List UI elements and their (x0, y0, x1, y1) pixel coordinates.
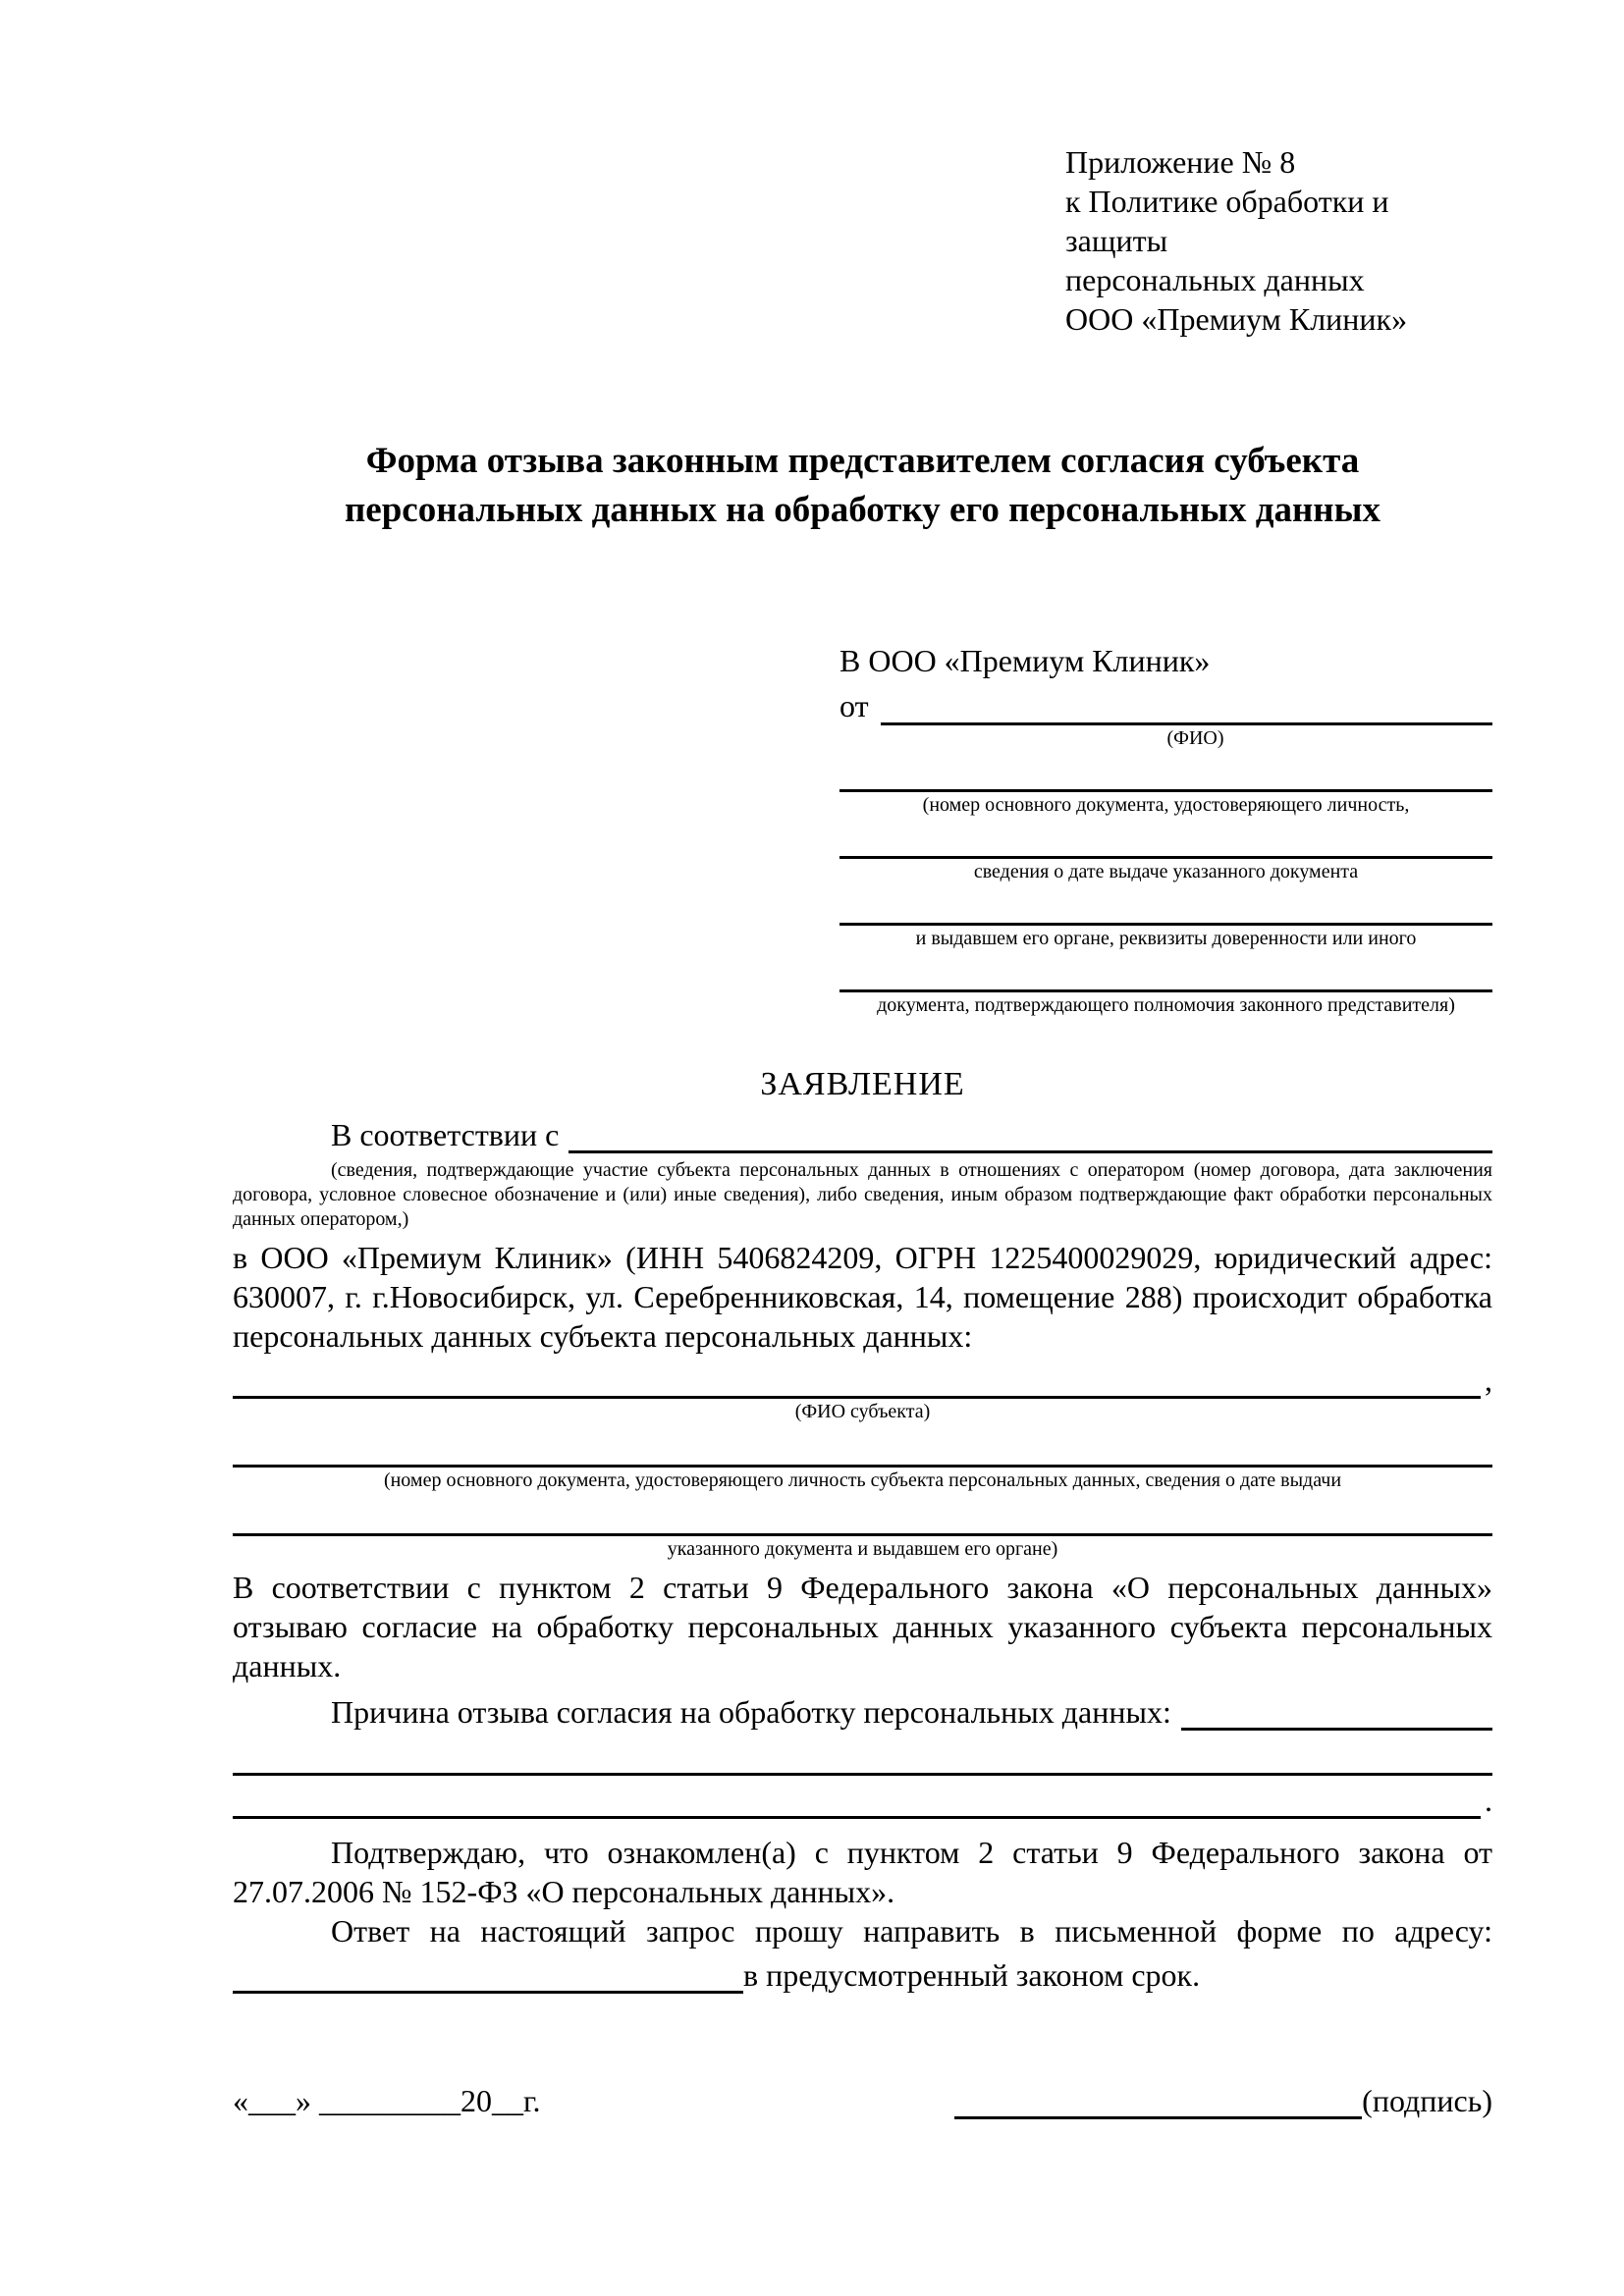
header-note-line-4: ООО «Премиум Клиник» (1065, 301, 1408, 337)
form-title-line-2: персональных данных на обработку его персональных данных (344, 490, 1380, 530)
addressee-block (839, 641, 1492, 1018)
subject-doc-row-1 (233, 1424, 1492, 1468)
confirmation-paragraph: Подтверждаю, что ознакомлен(а) с пунктом 2 статьи 9 Федерального закона от 27.07.2006 № 152-ФЗ «О персональных данных». (233, 1835, 1492, 1909)
header-note (1065, 142, 1492, 339)
response-row (233, 1950, 1492, 1994)
subject-fio-row (233, 1356, 1492, 1399)
header-note-line-1: Приложение № 8 (1065, 144, 1296, 180)
form-title (233, 437, 1492, 535)
addressee-org: В ООО «Премиум Клиник» (839, 643, 1211, 678)
subject-fio-caption: (ФИО субъекта) (794, 1401, 931, 1422)
date-field: «___» _________20__г. (233, 2083, 541, 2118)
field-caption-1: (номер основного документа, удостоверяющего личность, (922, 794, 1410, 816)
field-caption-2: сведения о дате выдаче указанного документа (973, 861, 1359, 882)
reason-blank-line-2 (233, 1816, 1481, 1819)
withdrawal-paragraph: В соответствии с пунктом 2 статьи 9 Федерального закона «О персональных данных» отзываю согласие на обработку персональных данных указанного субъекта персональных данных. (233, 1570, 1492, 1683)
blank-line (839, 828, 1492, 859)
footer-row (233, 2080, 1492, 2119)
accordance-caption: (сведения, подтверждающие участие субъекта персональных данных в отношениях с оператором (номер договора, дата заключения договора, условное словесное обозначение и (или) иные сведения), либо сведения, иным образом подтверждающие факт обработки персональных данных оператором,) (233, 1159, 1492, 1230)
subject-doc-row-2 (233, 1493, 1492, 1536)
subject-doc-blank-line-2 (233, 1533, 1492, 1536)
signature-block (954, 2080, 1492, 2119)
representative-doc-field-2 (839, 828, 1492, 884)
statement-heading: ЗАЯВЛЕНИЕ (760, 1066, 965, 1102)
subject-fio-blank-line (233, 1396, 1481, 1399)
reason-blank-line-1 (233, 1731, 1492, 1776)
response-paragraph-line1: Ответ на настоящий запрос прошу направить в письменной форме по адресу: (331, 1913, 1492, 1949)
accordance-row (233, 1106, 1492, 1153)
form-title-line-1: Форма отзыва законным представителем согласия субъекта (365, 441, 1360, 481)
reason-row (233, 1685, 1492, 1731)
response-paragraph-line2: в предусмотренный законом срок. (743, 1957, 1201, 1993)
signature-line (954, 2080, 1362, 2119)
subject-doc-blank-line-1 (233, 1465, 1492, 1468)
representative-doc-field-4 (839, 961, 1492, 1018)
field-caption-3: и выдавшем его органе, реквизиты доверенности или иного (915, 928, 1417, 949)
blank-line (839, 961, 1492, 992)
header-note-line-3: персональных данных (1065, 262, 1365, 297)
representative-doc-field-1 (839, 761, 1492, 818)
representative-name-blank-line (881, 722, 1492, 725)
from-label: от (839, 688, 869, 723)
subject-doc-caption-1: (номер основного документа, удостоверяющего личность субъекта персональных данных, сведения о дате выдачи (383, 1469, 1342, 1491)
accordance-blank-line (568, 1150, 1492, 1153)
reason-blank-row-2 (233, 1776, 1492, 1819)
blank-line (839, 761, 1492, 792)
reason-label: Причина отзыва согласия на обработку персональных данных: (331, 1694, 1171, 1730)
from-row (839, 680, 1492, 725)
accordance-label: В соответствии с (331, 1117, 560, 1152)
blank-line (839, 894, 1492, 926)
address-blank-line (233, 1954, 743, 1994)
operator-paragraph: в ООО «Премиум Клиник» (ИНН 5406824209, ОГРН 1225400029029, юридический адрес: 630007, г. г.Новосибирск, ул. Серебренниковская, 14, помещение 288) происходит обработка персональных данных субъекта персональных данных: (233, 1240, 1492, 1354)
representative-doc-field-3 (839, 894, 1492, 951)
subject-fio-line-suffix: , (1485, 1362, 1492, 1398)
signature-caption: (подпись) (1362, 2083, 1492, 2118)
reason-line-suffix: . (1485, 1783, 1492, 1818)
header-note-line-2: к Политике обработки и защиты (1065, 184, 1389, 258)
subject-doc-caption-2: указанного документа и выдавшем его органе) (667, 1538, 1058, 1560)
reason-blank-line-short (1181, 1728, 1492, 1731)
field-caption-4: документа, подтверждающего полномочия законного представителя) (877, 994, 1455, 1016)
fio-caption: (ФИО) (1166, 727, 1224, 749)
